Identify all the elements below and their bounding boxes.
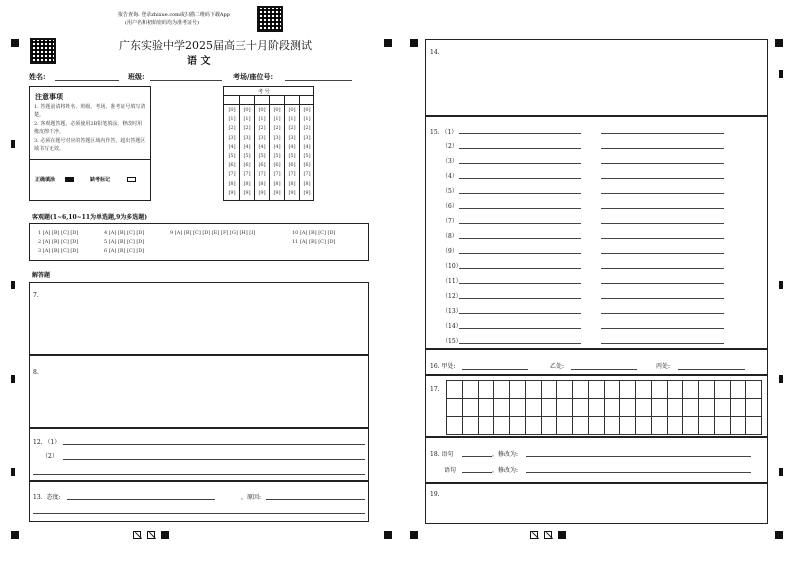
q15-item-line-b[interactable] bbox=[601, 163, 724, 164]
exam-number-digit-column bbox=[271, 106, 283, 198]
page-mark-solid bbox=[558, 531, 566, 539]
q18-label: 18. 语句 bbox=[430, 451, 454, 458]
exam-number-digit-column bbox=[241, 106, 253, 198]
q13-reason-label: ，原因: bbox=[241, 494, 262, 501]
exam-title: 广东实验中学2025届高三十月阶段测试 bbox=[119, 39, 312, 52]
q17-grid-cell[interactable] bbox=[493, 398, 510, 417]
q17-grid-cell[interactable] bbox=[682, 416, 699, 435]
objective-row-9[interactable]: 9 [A] [B] [C] [D] [E] [F] [G] [H] [I] bbox=[170, 230, 256, 236]
grid-col-line bbox=[254, 95, 255, 200]
q15-item-label: （13） bbox=[442, 308, 462, 315]
q17-grid-cell[interactable] bbox=[682, 380, 699, 399]
q17-grid-cell[interactable] bbox=[745, 416, 762, 435]
q13-attitude-line[interactable] bbox=[67, 499, 215, 500]
q17-grid-cell[interactable] bbox=[730, 416, 747, 435]
exam-number-label: 考 号 bbox=[258, 89, 270, 95]
q17-grid-cell[interactable] bbox=[525, 416, 542, 435]
q12-1-line[interactable] bbox=[63, 444, 365, 445]
q17-grid-cell[interactable] bbox=[572, 380, 589, 399]
q15-item-line-a[interactable] bbox=[459, 148, 581, 149]
q7-box[interactable] bbox=[29, 282, 369, 355]
exam-number-bubble[interactable]: [5] bbox=[243, 152, 251, 159]
q17-grid-cell[interactable] bbox=[651, 416, 668, 435]
q17-grid-cell[interactable] bbox=[588, 380, 605, 399]
q17-grid-cell[interactable] bbox=[541, 380, 558, 399]
q15-item-label: （2） bbox=[442, 143, 458, 150]
objective-row-11[interactable]: 11 [A] [B] [C] [D] bbox=[292, 239, 336, 245]
q17-grid-cell[interactable] bbox=[730, 398, 747, 417]
q17-grid-cell[interactable] bbox=[493, 416, 510, 435]
notice-item-2: 2. 客观题答题，必须使用2B铅笔填涂，修改时用橡皮擦干净。 bbox=[34, 121, 143, 135]
q15-item-label: （4） bbox=[442, 173, 458, 180]
q17-grid-cell[interactable] bbox=[698, 398, 715, 417]
q17-grid-cell[interactable] bbox=[509, 398, 526, 417]
exam-number-bubble[interactable]: [9] bbox=[288, 189, 296, 196]
exam-number-bubble[interactable]: [1] bbox=[243, 116, 251, 123]
corner-marker-bottom-mid2 bbox=[410, 531, 418, 539]
q17-grid-cell[interactable] bbox=[682, 398, 699, 417]
objective-row-5[interactable]: 5 [A] [B] [C] [D] bbox=[104, 239, 145, 245]
q16-b-line[interactable] bbox=[571, 369, 637, 370]
q17-grid-cell[interactable] bbox=[446, 398, 463, 417]
q17-grid-cell[interactable] bbox=[556, 398, 573, 417]
corner-marker-top-mid bbox=[384, 39, 392, 47]
q17-grid-cell[interactable] bbox=[745, 398, 762, 417]
room-seat-label: 考场/座位号: bbox=[233, 72, 274, 81]
objective-box bbox=[29, 223, 369, 261]
exam-number-bubble[interactable]: [4] bbox=[258, 143, 266, 150]
q17-grid-cell[interactable] bbox=[572, 416, 589, 435]
side-marker bbox=[779, 468, 783, 476]
exam-number-bubble[interactable]: [1] bbox=[258, 116, 266, 123]
exam-number-bubble[interactable]: [0] bbox=[243, 107, 251, 113]
q17-grid-cell[interactable] bbox=[604, 416, 621, 435]
exam-number-bubble[interactable]: [0] bbox=[228, 107, 236, 113]
q15-item-label: （6） bbox=[442, 203, 458, 210]
q12-2-line[interactable] bbox=[63, 459, 365, 460]
grid-col-line bbox=[299, 95, 300, 200]
q17-grid-cell[interactable] bbox=[478, 380, 495, 399]
q15-item-line-a[interactable] bbox=[459, 208, 581, 209]
q15-box[interactable] bbox=[425, 116, 768, 349]
q17-grid-cell[interactable] bbox=[541, 398, 558, 417]
q17-grid-cell[interactable] bbox=[525, 398, 542, 417]
exam-number-bubble[interactable]: [8] bbox=[258, 180, 266, 187]
exam-number-bubble[interactable]: [2] bbox=[258, 125, 266, 132]
q15-item-line-b[interactable] bbox=[601, 253, 724, 254]
q15-item-label: （8） bbox=[442, 233, 458, 240]
exam-number-bubble[interactable]: [5] bbox=[303, 152, 311, 159]
q17-grid-cell[interactable] bbox=[635, 380, 652, 399]
q14-label: 14. bbox=[430, 49, 440, 56]
exam-number-bubble[interactable]: [9] bbox=[273, 189, 281, 196]
q15-item-line-b[interactable] bbox=[601, 343, 724, 344]
q17-grid-cell[interactable] bbox=[714, 380, 731, 399]
exam-number-bubble[interactable]: [4] bbox=[303, 143, 311, 150]
q17-grid-cell[interactable] bbox=[698, 416, 715, 435]
exam-number-bubble[interactable]: [1] bbox=[228, 116, 236, 123]
q18-change-label-2: ，修改为: bbox=[492, 467, 519, 474]
exam-number-bubble[interactable]: [4] bbox=[288, 143, 296, 150]
page-mark-solid bbox=[161, 531, 169, 539]
exam-number-bubble[interactable]: [8] bbox=[228, 180, 236, 187]
q15-item-line-a[interactable] bbox=[459, 313, 581, 314]
page-mark-slash bbox=[147, 531, 155, 539]
q17-grid-cell[interactable] bbox=[714, 398, 731, 417]
q15-item-label: （14） bbox=[442, 323, 462, 330]
q17-grid-cell[interactable] bbox=[714, 416, 731, 435]
q17-grid-cell[interactable] bbox=[556, 380, 573, 399]
exam-number-bubble[interactable]: [3] bbox=[288, 134, 296, 141]
q17-grid-cell[interactable] bbox=[635, 398, 652, 417]
q15-item-line-a[interactable] bbox=[459, 223, 581, 224]
side-marker bbox=[11, 375, 15, 383]
q7-label: 7. bbox=[33, 292, 39, 299]
exam-number-bubble[interactable]: [9] bbox=[243, 189, 251, 196]
q15-item-line-a[interactable] bbox=[459, 238, 581, 239]
page-mark-slash bbox=[530, 531, 538, 539]
q17-writing-grid[interactable] bbox=[446, 380, 761, 434]
q15-item-line-a[interactable] bbox=[459, 268, 581, 269]
q17-box[interactable] bbox=[425, 375, 768, 437]
correct-fill-sample bbox=[65, 177, 74, 182]
q17-grid-cell[interactable] bbox=[651, 380, 668, 399]
exam-number-bubble[interactable]: [5] bbox=[258, 152, 266, 159]
q18-2-label: 语句 bbox=[444, 467, 457, 474]
side-marker bbox=[11, 468, 15, 476]
exam-number-bubble[interactable]: [0] bbox=[288, 107, 296, 113]
q16-c-line[interactable] bbox=[678, 369, 745, 370]
q17-grid-cell[interactable] bbox=[556, 416, 573, 435]
page-mark-slash bbox=[133, 531, 141, 539]
q15-item-line-b[interactable] bbox=[601, 328, 724, 329]
q15-item-label: （10） bbox=[442, 263, 462, 270]
q17-grid-cell[interactable] bbox=[462, 398, 479, 417]
q15-item-label: （15） bbox=[442, 338, 462, 345]
objective-row-1[interactable]: 1 [A] [B] [C] [D] bbox=[38, 230, 79, 236]
q15-item-line-a[interactable] bbox=[459, 343, 581, 344]
q15-item-label: （3） bbox=[442, 158, 458, 165]
q15-item-line-a[interactable] bbox=[459, 283, 581, 284]
exam-number-bubble[interactable]: [9] bbox=[258, 189, 266, 196]
grid-col-line bbox=[284, 95, 285, 200]
exam-number-bubble[interactable]: [7] bbox=[303, 171, 311, 178]
q15-item-line-a[interactable] bbox=[459, 298, 581, 299]
q15-item-line-a[interactable] bbox=[459, 328, 581, 329]
q16-b-label: 乙处: bbox=[550, 363, 565, 370]
q15-item-label: （11） bbox=[442, 278, 462, 285]
exam-number-bubble[interactable]: [2] bbox=[288, 125, 296, 132]
q16-label: 16. 甲处: bbox=[430, 363, 456, 370]
q16-c-label: 丙处: bbox=[656, 363, 671, 370]
q13-box[interactable] bbox=[29, 481, 369, 522]
grid-col-line bbox=[239, 95, 240, 200]
exam-number-bubble[interactable]: [3] bbox=[258, 134, 266, 141]
q18-change-2-line[interactable] bbox=[526, 472, 751, 473]
notice-item-3: 3. 必须在题号对应的答题区域内作答，超出答题区域书写无效。 bbox=[34, 138, 146, 152]
exam-number-bubble[interactable]: [4] bbox=[243, 143, 251, 150]
report-notice-line2: (用户名和初始密码均为准考证号) bbox=[125, 20, 199, 26]
q16-box[interactable] bbox=[425, 349, 768, 375]
exam-number-digit-column bbox=[286, 106, 298, 198]
q17-grid-cell[interactable] bbox=[698, 380, 715, 399]
exam-number-bubble[interactable]: [6] bbox=[258, 162, 266, 169]
q15-item-label: （9） bbox=[442, 248, 458, 255]
q15-label: 15. （1） bbox=[430, 129, 458, 136]
class-label: 班级: bbox=[128, 72, 145, 81]
side-marker bbox=[779, 281, 783, 289]
q8-label: 8. bbox=[33, 369, 39, 376]
side-marker bbox=[11, 140, 15, 148]
q17-grid-cell[interactable] bbox=[462, 380, 479, 399]
q17-grid-cell[interactable] bbox=[619, 380, 636, 399]
q17-grid-cell[interactable] bbox=[588, 416, 605, 435]
notice-title: 注意事项 bbox=[35, 92, 63, 101]
objective-row-3[interactable]: 3 [A] [B] [C] [D] bbox=[38, 248, 79, 254]
corner-marker-top-left bbox=[11, 39, 19, 47]
q17-grid-cell[interactable] bbox=[446, 380, 463, 399]
q14-box[interactable] bbox=[425, 39, 768, 116]
q15-item-line-a[interactable] bbox=[459, 178, 581, 179]
q17-grid-cell[interactable] bbox=[446, 416, 463, 435]
subject-title: 语 文 bbox=[187, 56, 211, 67]
q15-item-line-b[interactable] bbox=[601, 208, 724, 209]
corner-marker-bottom-mid bbox=[384, 531, 392, 539]
q15-item-line-a[interactable] bbox=[459, 253, 581, 254]
exam-number-bubble[interactable]: [5] bbox=[273, 152, 281, 159]
exam-number-bubble[interactable]: [3] bbox=[273, 134, 281, 141]
exam-number-bubble[interactable]: [1] bbox=[303, 116, 311, 123]
q15-1-line-a[interactable] bbox=[459, 133, 581, 134]
q17-label: 17. bbox=[430, 386, 440, 393]
corner-marker-top-mid2 bbox=[410, 39, 418, 47]
q17-grid-cell[interactable] bbox=[667, 398, 684, 417]
notice-divider bbox=[30, 159, 150, 160]
exam-number-bubble[interactable]: [4] bbox=[273, 143, 281, 150]
q15-item-line-b[interactable] bbox=[601, 223, 724, 224]
objective-row-4[interactable]: 4 [A] [B] [C] [D] bbox=[104, 230, 145, 236]
exam-number-bubble[interactable]: [6] bbox=[303, 162, 311, 169]
q13-line2[interactable] bbox=[33, 513, 365, 514]
exam-number-bubble[interactable]: [4] bbox=[228, 143, 236, 150]
exam-number-bubble[interactable]: [0] bbox=[303, 107, 311, 113]
objective-title: 客观题(1~6,10~11为单选题,9为多选题) bbox=[32, 214, 148, 221]
exam-number-bubble[interactable]: [3] bbox=[228, 134, 236, 141]
exam-number-bubble[interactable]: [0] bbox=[258, 107, 266, 113]
notice-box bbox=[29, 86, 151, 201]
q12-label: 12. （1） bbox=[33, 439, 61, 446]
q13-reason-line[interactable] bbox=[266, 499, 365, 500]
name-label: 姓名: bbox=[29, 72, 46, 81]
exam-number-bubble[interactable]: [7] bbox=[243, 171, 251, 178]
q17-grid-cell[interactable] bbox=[667, 416, 684, 435]
exam-number-bubble[interactable]: [7] bbox=[258, 171, 266, 178]
download-qr-frame bbox=[257, 6, 283, 32]
corner-marker-bottom-right bbox=[775, 531, 783, 539]
q17-grid-cell[interactable] bbox=[478, 416, 495, 435]
exam-number-bubble[interactable]: [5] bbox=[228, 152, 236, 159]
q15-item-line-b[interactable] bbox=[601, 268, 724, 269]
exam-number-bubble[interactable]: [7] bbox=[228, 171, 236, 178]
exam-number-bubble[interactable]: [2] bbox=[243, 125, 251, 132]
q15-item-line-b[interactable] bbox=[601, 193, 724, 194]
q15-item-label: （5） bbox=[442, 188, 458, 195]
exam-number-bubble[interactable]: [8] bbox=[303, 180, 311, 187]
grid-col-line bbox=[269, 95, 270, 200]
exam-number-bubble[interactable]: [6] bbox=[243, 162, 251, 169]
page-mark-slash bbox=[544, 531, 552, 539]
exam-number-bubble[interactable]: [8] bbox=[243, 180, 251, 187]
exam-number-bubble[interactable]: [7] bbox=[288, 171, 296, 178]
q15-item-line-a[interactable] bbox=[459, 163, 581, 164]
absent-mark-box[interactable] bbox=[127, 177, 136, 182]
q17-grid-cell[interactable] bbox=[525, 380, 542, 399]
q17-grid-cell[interactable] bbox=[462, 416, 479, 435]
exam-number-bubble[interactable]: [2] bbox=[303, 125, 311, 132]
q15-1-line-b[interactable] bbox=[601, 133, 724, 134]
exam-number-bubble[interactable]: [1] bbox=[273, 116, 281, 123]
exam-number-bubble[interactable]: [6] bbox=[288, 162, 296, 169]
q15-item-line-b[interactable] bbox=[601, 238, 724, 239]
report-notice-line1: 报告查询: 登录zhixue.com或扫描二维码下载App bbox=[118, 12, 230, 18]
q15-item-line-b[interactable] bbox=[601, 298, 724, 299]
q12-2-label: （2） bbox=[42, 453, 58, 460]
objective-row-2[interactable]: 2 [A] [B] [C] [D] bbox=[38, 239, 79, 245]
exam-number-bubble[interactable]: [9] bbox=[303, 189, 311, 196]
q17-grid-cell[interactable] bbox=[604, 398, 621, 417]
q18-change-label-1: ，修改为: bbox=[492, 451, 519, 458]
q17-grid-cell[interactable] bbox=[604, 380, 621, 399]
side-marker bbox=[779, 375, 783, 383]
q17-grid-cell[interactable] bbox=[667, 380, 684, 399]
q18-sentence-2-line[interactable] bbox=[462, 472, 492, 473]
q19-box[interactable] bbox=[425, 483, 768, 524]
exam-number-digit-column bbox=[301, 106, 313, 198]
exam-number-bubble[interactable]: [2] bbox=[273, 125, 281, 132]
q19-label: 19. bbox=[430, 491, 440, 498]
q17-grid-cell[interactable] bbox=[478, 398, 495, 417]
exam-number-digit-column bbox=[226, 106, 238, 198]
q8-box[interactable] bbox=[29, 355, 369, 428]
corner-marker-bottom-left bbox=[11, 531, 19, 539]
exam-number-bubble[interactable]: [8] bbox=[288, 180, 296, 187]
exam-number-bubble[interactable]: [8] bbox=[273, 180, 281, 187]
q17-grid-cell[interactable] bbox=[619, 398, 636, 417]
answer-section-title: 解答题 bbox=[32, 272, 51, 279]
exam-number-bubble[interactable]: [2] bbox=[228, 125, 236, 132]
q17-grid-cell[interactable] bbox=[509, 380, 526, 399]
q17-grid-cell[interactable] bbox=[635, 416, 652, 435]
q15-item-label: （7） bbox=[442, 218, 458, 225]
q18-sentence-1-line[interactable] bbox=[462, 456, 492, 457]
exam-number-bubble[interactable]: [1] bbox=[288, 116, 296, 123]
exam-number-bubble[interactable]: [5] bbox=[288, 152, 296, 159]
side-marker bbox=[11, 281, 15, 289]
exam-number-bubble[interactable]: [3] bbox=[243, 134, 251, 141]
q17-grid-cell[interactable] bbox=[509, 416, 526, 435]
notice-item-1: 1. 答题前请将姓名、班级、考场、准考证号填写清楚。 bbox=[34, 104, 146, 118]
q15-item-line-b[interactable] bbox=[601, 313, 724, 314]
q17-grid-cell[interactable] bbox=[745, 380, 762, 399]
student-qr-frame bbox=[30, 38, 56, 64]
objective-row-10[interactable]: 10 [A] [B] [C] [D] bbox=[292, 230, 336, 236]
q17-grid-cell[interactable] bbox=[651, 398, 668, 417]
exam-number-bubble[interactable]: [6] bbox=[273, 162, 281, 169]
class-field[interactable] bbox=[150, 80, 222, 81]
exam-number-digit-column bbox=[256, 106, 268, 198]
q13-label: 13．态度: bbox=[33, 494, 61, 501]
q16-a-line[interactable] bbox=[462, 369, 528, 370]
q15-item-line-b[interactable] bbox=[601, 178, 724, 179]
q18-box[interactable] bbox=[425, 437, 768, 483]
exam-number-bubble[interactable]: [0] bbox=[273, 107, 281, 113]
q17-grid-cell[interactable] bbox=[619, 416, 636, 435]
exam-number-bubble[interactable]: [6] bbox=[228, 162, 236, 169]
room-seat-field[interactable] bbox=[285, 80, 352, 81]
q17-grid-cell[interactable] bbox=[730, 380, 747, 399]
q15-item-line-b[interactable] bbox=[601, 283, 724, 284]
objective-row-6[interactable]: 6 [A] [B] [C] [D] bbox=[104, 248, 145, 254]
q17-grid-cell[interactable] bbox=[572, 398, 589, 417]
exam-number-grid bbox=[223, 86, 314, 201]
exam-number-bubble[interactable]: [9] bbox=[228, 189, 236, 196]
correct-fill-label: 正确填涂 bbox=[35, 177, 56, 183]
corner-marker-top-right bbox=[775, 39, 783, 47]
exam-number-bubble[interactable]: [3] bbox=[303, 134, 311, 141]
q17-grid-cell[interactable] bbox=[588, 398, 605, 417]
q18-change-1-line[interactable] bbox=[526, 456, 751, 457]
q15-item-line-a[interactable] bbox=[459, 193, 581, 194]
q17-grid-cell[interactable] bbox=[493, 380, 510, 399]
q15-item-label: （12） bbox=[442, 293, 462, 300]
exam-number-bubble[interactable]: [7] bbox=[273, 171, 281, 178]
q15-item-line-b[interactable] bbox=[601, 148, 724, 149]
side-marker bbox=[779, 70, 783, 78]
q12-3-line[interactable] bbox=[33, 474, 365, 475]
absent-mark-label: 缺考标记 bbox=[90, 177, 111, 183]
name-field[interactable] bbox=[55, 80, 119, 81]
q17-grid-cell[interactable] bbox=[541, 416, 558, 435]
q12-box[interactable] bbox=[29, 428, 369, 481]
